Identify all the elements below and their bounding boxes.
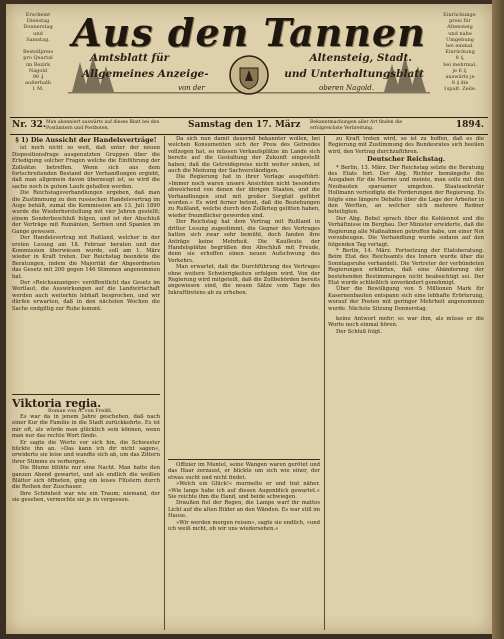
subscription-line: Dienstag [26,18,50,25]
subscription-line: außerhalb [25,80,51,87]
advertising-rates [432,12,488,93]
column-divider [164,136,165,630]
rate-line: Einrückungs- [443,12,477,18]
newspaper-title: Aus den Tannen [72,10,426,55]
paragraph: Draußen fiel der Regen, die Lampe warf ihr mattes Licht auf die alten Bilder an den Wänden. Es war still im Hause. [168,500,320,520]
rate-line: 1spalt. Zeile. [443,86,477,93]
subscription-line: und [33,30,43,37]
subscription-info [10,12,66,93]
subscription-line: Donnerstag [23,24,53,31]
paragraph: »Wir werden morgen reisen«, sagte sie endlich, »und ich weiß nicht, ob wir uns wiedersehen.« [168,519,320,533]
rate-line: 8 ₰ die [451,80,469,87]
subtitle-left-2: Allgemeines Anzeige- [82,68,209,80]
section-rule [12,394,160,395]
paragraph: ist noch nicht so weit, daß unter der neuen Dispositionsfrage ausgenutzten Gruppen über die Erledigung solcher Fragen welche die Einführung der Zollsätze betreffen. Wenn sich aus dem fortschreitenden Bestand der Verhandlungen ergiebt, daß man allgemein davon überzeugt ist, so wird die sache noch in gutem Laufe gehalten werden. [12,145,160,190]
section-heading: Deutscher Reichstag. [366,155,446,164]
paragraph: Der »Reichsanzeiger« veröffentlicht das Gesetz im Wortlaut, die Auswirkungen auf die Landwirtschaft werden auch weiterhin lebhaft besprochen, und wir dürfen erwarten, daß in den nächsten Wochen die Sache endgiltig zur Ruhe kommt. [12,279,160,312]
paragraph: Der Reichstag hat dem Vertrag mit Rußland in dritter Lesung zugestimmt, die Gegner des Vertrages hatten sich zwar sehr bemüht, doch fanden ihre Anträge keine Mehrheit. Die Kaufleute der Handelsplätze begrüßen den Abschluß mit Freude, denn sie erhoffen einen neuen Aufschwung des Verkehrs. [168,219,320,264]
subscription-line: 1 M. [32,86,44,93]
paragraph: * Berlin, 13. März. Der Reichstag setzte die Beratung des Etats fort. Der Abg. Richter bemängelte die Ausgaben für die Marine und meinte, man solle mit den Neubauten sparsamer umgehen. Staatssekretär Hollmann verteidigte die Forderungen der Regierung. Es folgte eine längere Debatte über die Lage der Arbeiter in den Werften, an welcher sich mehrere Redner beteiligten. [328,164,484,216]
feuilleton-byline: Roman von A. von Freißl. [48,408,113,414]
rate-line: bei einmal. [445,43,475,50]
feuilleton-title: Viktoria regia. [12,397,102,410]
paragraph: Der Handelsvertrag mit Rußland, welcher in der ersten Lesung am 18. Februar beraten und der Kommission überwiesen wurde, soll am 1. März wieder in Kraft treten. Der Reichstag beendete die Beratungen, indem die Majorität der Abgeordneten das Gesetz mit 200 gegen 146 Stimmen angenommen hat. [12,235,160,280]
subtitle-right-2: und Unterhaltungsblatt [284,68,424,80]
subtitle-left: Amtsblatt für [90,52,170,64]
subscription-line: Nagold [28,67,48,74]
rate-line: Altensteig [447,24,473,31]
subscription-line: Bestellpreis [22,49,54,56]
paragraph: Da sich nun damit dauernd bekannter wollen, bei welchen Konsumenten sich der Preis des Getreides vollzogen hat, so müssen Verkaufsplätze im Lande sich bereits auf die Gestaltung der Zukunft eingestellt haben; daß die Getreidepreise nicht weiter sinken, ist auch die Meinung der Sachverständigen. [168,136,320,175]
paragraph: zu Kraft treten wird, so ist zu hoffen, daß es die Regierung mit Zustimmung des Bundesrates sich beeilen wird, den Vertrag durchzuführen. [328,136,484,155]
reichstag-report [328,136,484,630]
column-divider [324,136,325,630]
subscription-line: Erscheint [25,12,51,18]
feuilleton-text [12,414,160,630]
paragraph: Er sagte die Worte vor sich hin, die Schwester blickte ihn an. »Das kann ich dir nicht sagen«, erwiderte sie leise und wandte sich ab, um das Zittern ihrer Stimme zu verbergen. [12,439,160,465]
issue-year: 1894. [455,120,484,130]
paragraph: »Welch ein Glück!« murmelte er und trat näher. »Wie lange habe ich auf diesen Augenblick gewartet.« Sie reichte ihm die Hand, und beide schwiegen. [168,481,320,501]
rate-line: je 6 ₰, [452,67,468,74]
subscription-line: pro Quartal [23,55,53,62]
feuilleton-continuation [168,462,320,630]
rate-line: preis für [449,18,471,25]
article-trade-treaties [12,136,160,394]
paragraph: Über die Bewilligung von 5 Millionen Mark für Kasernenbauten entspann sich eine lebhafte Erörterung, worauf der Posten mit geringer Mehrheit angenommen wurde. Nächste Sitzung Donnerstag. [328,286,484,312]
paragraph: Offizier im Mantel, seine Wangen waren gerötet und das Haar zerzaust, er blickte um sich wie einer, der etwas sucht und nicht findet. [168,462,320,481]
subscription-line: im Bezirk [25,61,51,68]
paragraph: Ihre Schönheit war wie ein Traum; niemand, der sie gesehen, vermochte sie je zu vergessen. [12,490,160,504]
paragraph: Der Schluß folgt. [336,328,382,335]
masthead [68,8,430,116]
newspaper-page [6,4,492,634]
subtitle-small-right: oberen Nagold. [319,84,374,92]
issue-number: Nr. 32. [12,120,47,130]
paragraph: Die Blume blühte nur eine Nacht. Man hatte den ganzen Abend gewartet, und als endlich die weißen Blätter sich öffneten, ging ein leises Flüstern durch die Reihen der Zuschauer. [12,465,160,491]
article-continuation [168,136,320,458]
issue-info-bar [10,117,488,135]
paragraph: Die Reichstagsverhandlungen ergeben, daß man die Zustimmung zu den russischen Handelsvertrag im Auge behält, zumal die Kommission am 13. Juli 1890 wurde die Wiederherstellung mit vier Jahren gestellt; einem Sonderbeschluß folgen, und ist der Abschluß der Verträge mit Rumänien, Serbien und Spanien im Gange gewesen. [12,190,160,235]
paragraph: Es war da in jenem Jahre geschehen, daß nach einer Kur die Familie in die Stadt zurückkehrte. Es ist mir oft, als würde man glücklich sein können, wenn man nur das rechte Wort fände. [12,414,160,440]
town-crest-icon [228,54,270,96]
subscription-line: Samstag. [26,36,50,43]
subscription-line: 90 ₰ [32,74,44,81]
paragraph: keine Antwort mehr; es war ihm, als müsse er die Worte noch einmal hören. [328,315,484,329]
rate-line: bei mehrmal. [443,61,477,68]
subtitle-small-left: von der [178,84,205,92]
paragraph: Die Regierung hat in ihrer Vorlage ausgeführt: »Immer noch waren unsere Ansichten nicht besonders abweichend von denen der übrigen Staaten, und die Verhandlungen sind mit großer Sorgfalt geführt worden.« Es wird ferner betont, daß die Beziehungen zu Rußland, welche durch den Zollkrieg gelitten haben, wieder freundlicher geworden sind. [168,174,320,219]
rate-line: Umgebung [446,36,474,43]
subtitle-right: Altensteig, Stadt. [309,52,412,64]
section-rule [168,459,320,460]
advertising-note: Bekanntmachungen aller Art finden die erfolgreichste Verbreitung. [310,120,403,131]
rate-line: Einrückung [445,49,475,56]
subscription-note: Man abonniert auswärts auf dieses Blatt bei den Postämtern und Postboten. [46,120,160,131]
rate-line: auswärts je [445,74,475,81]
rate-line: 8 ₰, [455,55,465,62]
article-heading: § 1) Die Aussicht der Handelsverträge! [15,136,157,144]
issue-date: Samstag den 17. März [188,120,301,130]
rate-line: und nahe [448,30,472,37]
paragraph: Der Abg. Bebel sprach über die Kohlennot und die Verhältnisse im Bergbau. Der Minister erwiderte, daß die Regierung alle Maßnahmen getroffen habe, um einer Not vorzubeugen. Die Verhandlung wurde sodann auf den folgenden Tag vertagt. [328,215,484,248]
book-binding [492,0,504,639]
paragraph: Man erwartet, daß die Durchführung des Vertrages ohne weitere Schwierigkeiten erfolgen wird. Von der Regierung wird mitgeteilt, daß die Zollbehörden bereits angewiesen sind, die neuen Sätze vom Tage des Inkrafttretens ab zu erheben. [168,264,320,296]
paragraph: * Berlin, 14. März. Fortsetzung der Etatsberatung. Beim Etat des Reichsamts des Innern wurde über die Sonntagsruhe verhandelt. Die Vertreter der verbündeten Regierungen erklärten, daß eine Abänderung der bestehenden Bestimmungen nicht beabsichtigt sei. Der Etat wurde schließlich unverändert genehmigt. [328,247,484,286]
